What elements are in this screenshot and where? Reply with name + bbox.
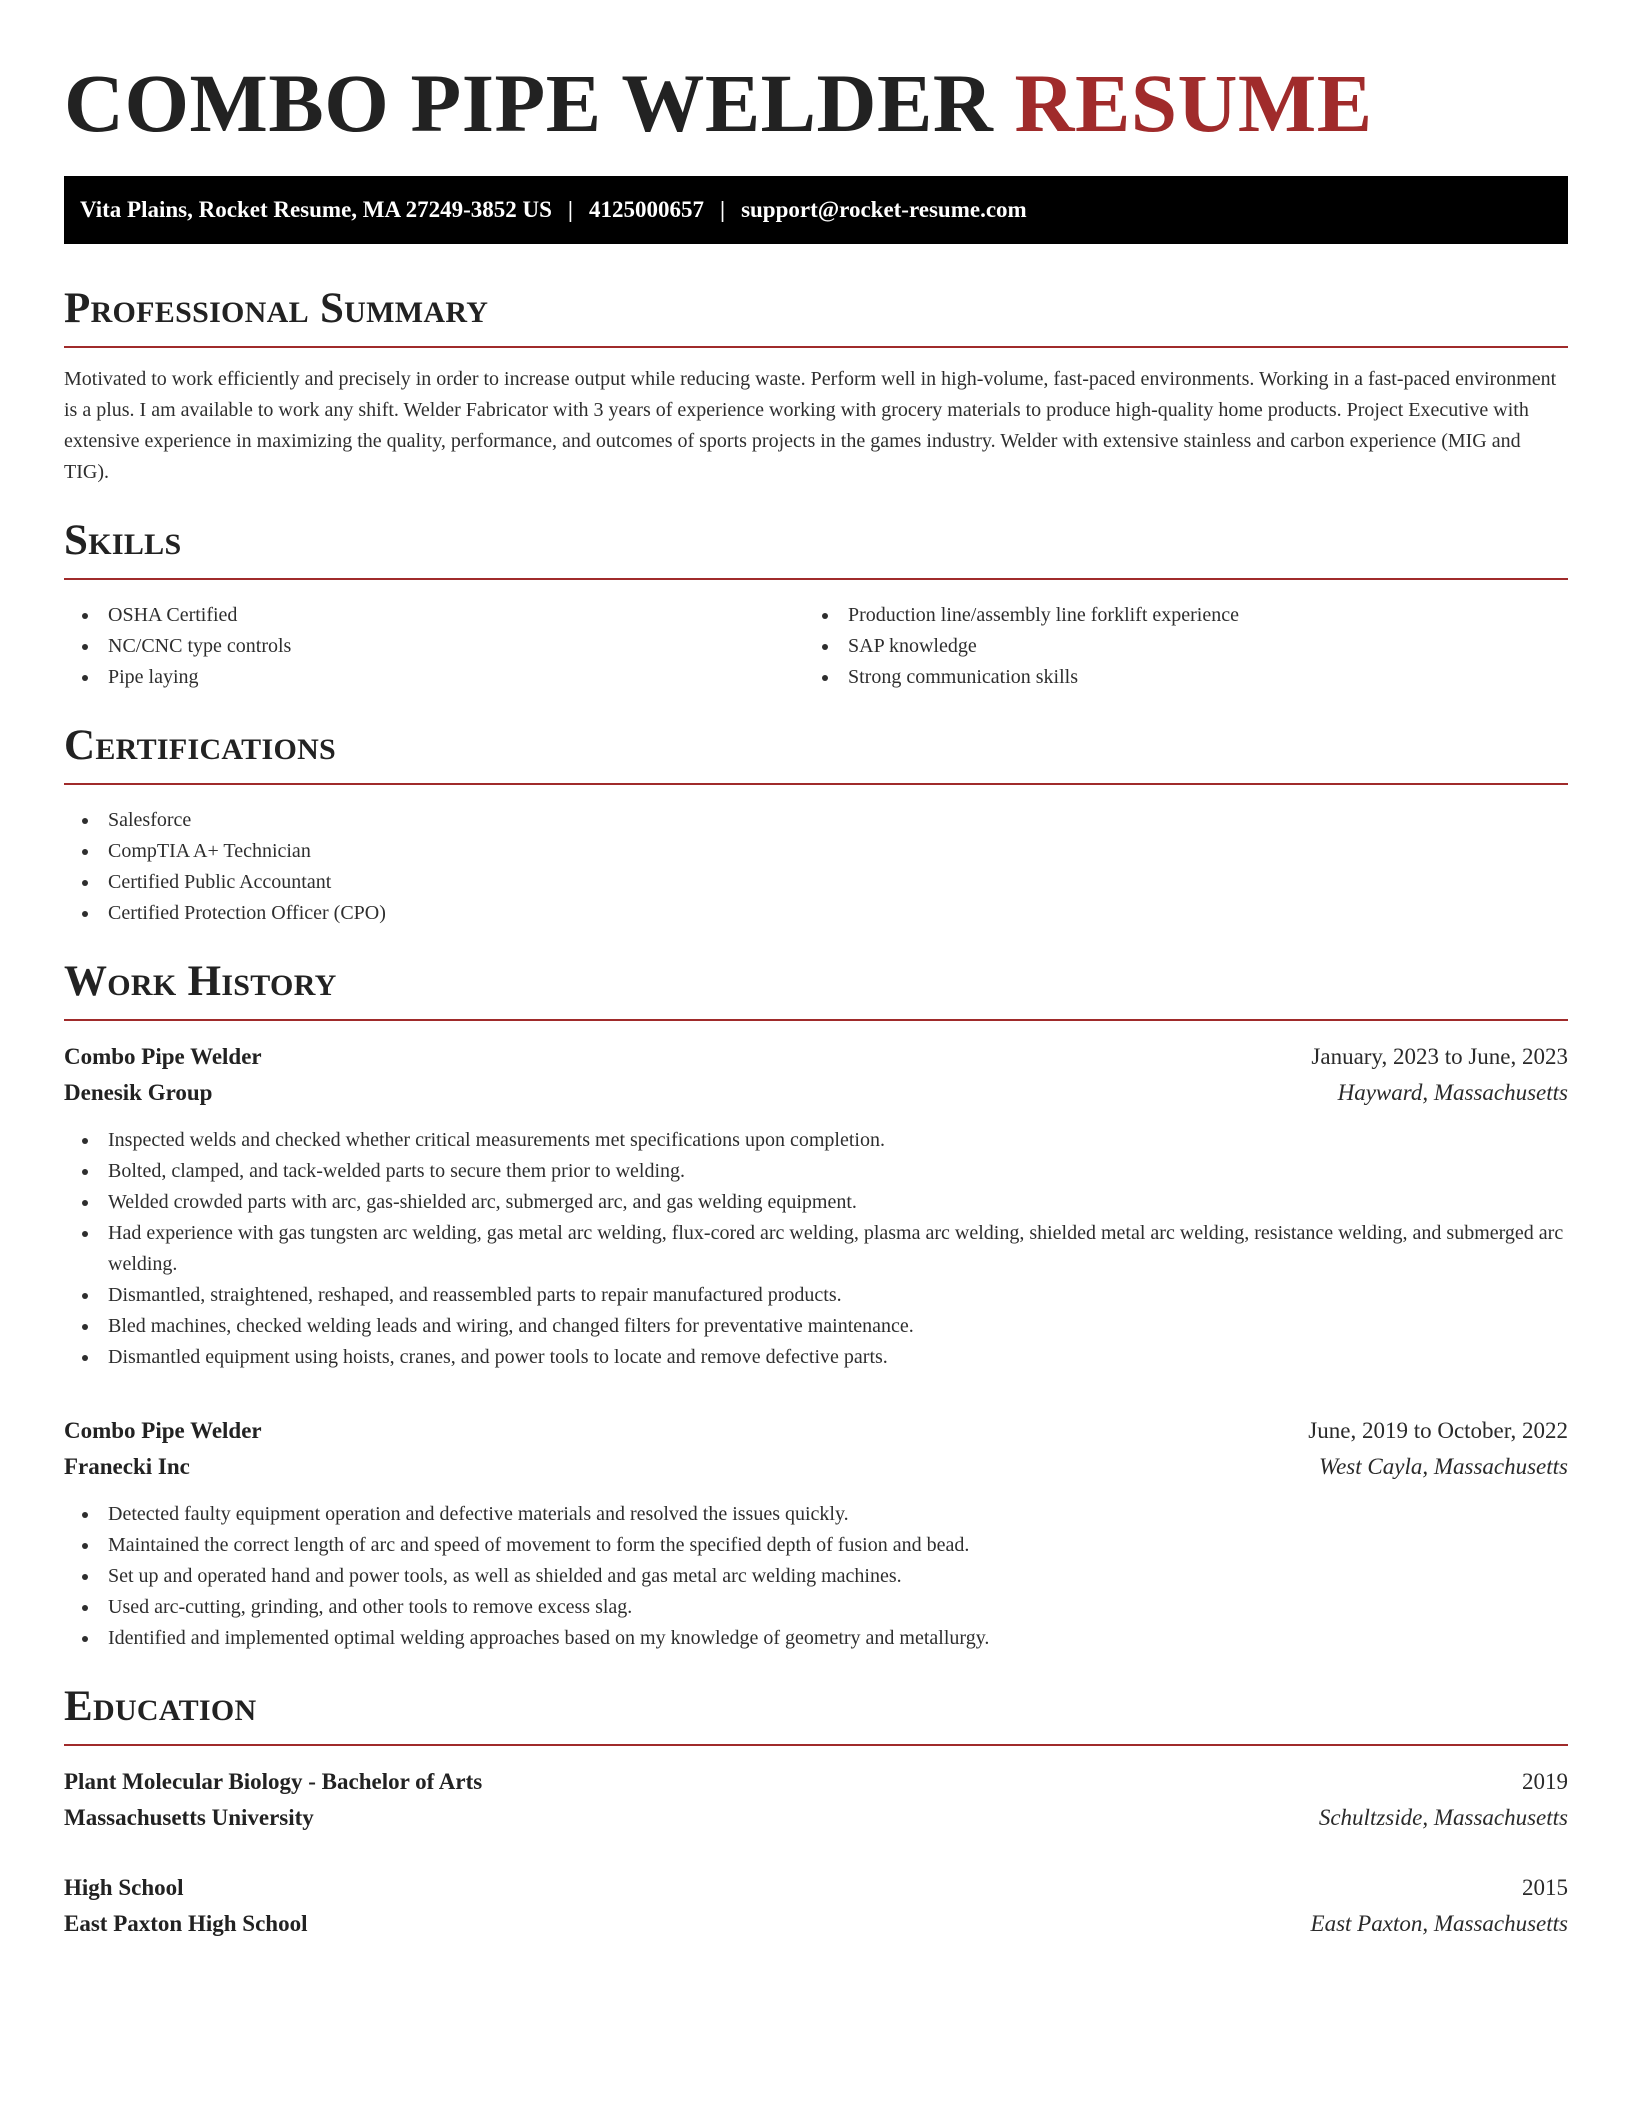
- resume-page: [64, 0, 1568, 1942]
- contact-separator: |: [567, 197, 573, 222]
- job-duty: Inspected welds and checked whether critical measurements met specifications upon completion.: [64, 1125, 1568, 1156]
- certification-item: Certified Public Accountant: [64, 867, 1568, 898]
- skill-item: OSHA Certified: [64, 600, 804, 631]
- section-divider: [64, 1744, 1568, 1746]
- education-section: [64, 1682, 1568, 1942]
- education-location: Schultzside, Massachusetts: [1318, 1805, 1568, 1830]
- section-divider: [64, 1019, 1568, 1021]
- skills-list-left: [64, 600, 804, 693]
- contact-phone: 4125000657: [588, 197, 704, 222]
- skills-section: [64, 516, 1568, 693]
- job-company-row: [64, 1075, 1568, 1111]
- job-duties-list: [64, 1125, 1568, 1373]
- skill-item: Strong communication skills: [804, 662, 1568, 693]
- certifications-list: [64, 805, 1568, 929]
- job-duty: Dismantled, straightened, reshaped, and reassembled parts to repair manufactured products.: [64, 1280, 1568, 1311]
- skills-list-right: [804, 600, 1568, 693]
- job-duty: Had experience with gas tungsten arc welding, gas metal arc welding, flux-cored arc welding, plasma arc welding, shielded metal arc welding, resistance welding, and submerged arc welding.: [64, 1218, 1568, 1280]
- education-header-row: [64, 1764, 1568, 1800]
- resume-title: [64, 58, 1568, 148]
- skill-item: NC/CNC type controls: [64, 631, 804, 662]
- education-header-row: [64, 1870, 1568, 1906]
- job-company-row: [64, 1449, 1568, 1485]
- job-duty: Bled machines, checked welding leads and wiring, and changed filters for preventative maintenance.: [64, 1311, 1568, 1342]
- work-history-section: [64, 957, 1568, 1654]
- education-school-row: [64, 1800, 1568, 1836]
- job-duty: Detected faulty equipment operation and defective materials and resolved the issues quickly.: [64, 1499, 1568, 1530]
- job-duty: Dismantled equipment using hoists, cranes, and power tools to locate and remove defective parts.: [64, 1342, 1568, 1373]
- title-main: COMBO PIPE WELDER: [64, 57, 994, 149]
- skill-item: Pipe laying: [64, 662, 804, 693]
- contact-bar: [64, 176, 1568, 244]
- job-header-row: [64, 1039, 1568, 1075]
- education-year: 2019: [1522, 1769, 1568, 1794]
- job-entry: [64, 1039, 1568, 1373]
- job-duty: Used arc-cutting, grinding, and other tools to remove excess slag.: [64, 1592, 1568, 1623]
- job-duty: Set up and operated hand and power tools, as well as shielded and gas metal arc welding machines.: [64, 1561, 1568, 1592]
- education-degree: Plant Molecular Biology - Bachelor of Arts: [64, 1769, 483, 1794]
- certifications-section: [64, 721, 1568, 929]
- skills-columns: [64, 580, 1568, 693]
- job-dates: June, 2019 to October, 2022: [1308, 1418, 1568, 1443]
- section-divider: [64, 783, 1568, 785]
- education-entry: [64, 1870, 1568, 1942]
- job-location: West Cayla, Massachusetts: [1319, 1454, 1568, 1479]
- job-duties-list: [64, 1499, 1568, 1654]
- job-company: Franecki Inc: [64, 1454, 190, 1479]
- job-duty: Bolted, clamped, and tack-welded parts to secure them prior to welding.: [64, 1156, 1568, 1187]
- education-location: East Paxton, Massachusetts: [1310, 1911, 1568, 1936]
- job-entry: [64, 1413, 1568, 1654]
- job-header-row: [64, 1413, 1568, 1449]
- job-duty: Identified and implemented optimal welding approaches based on my knowledge of geometry and metallurgy.: [64, 1623, 1568, 1654]
- section-divider: [64, 346, 1568, 348]
- summary-section: [64, 284, 1568, 488]
- summary-text: Motivated to work efficiently and precisely in order to increase output while reducing waste. Perform well in high-volume, fast-paced environments. Working in a fast-paced environment is a plus. I am available to work any shift. Welder Fabricator with 3 years of experience working with grocery materials to produce high-quality home products. Project Executive with extensive experience in maximizing the quality, performance, and outcomes of sports projects in the games industry. Welder with extensive stainless and carbon experience (MIG and TIG).: [64, 368, 1557, 483]
- certification-item: Certified Protection Officer (CPO): [64, 898, 1568, 929]
- work-history-heading: Work History: [64, 958, 337, 1005]
- skills-heading: Skills: [64, 517, 182, 564]
- job-title: Combo Pipe Welder: [64, 1418, 262, 1443]
- certification-item: Salesforce: [64, 805, 1568, 836]
- title-accent: RESUME: [1014, 57, 1373, 149]
- education-school: Massachusetts University: [64, 1805, 314, 1830]
- job-company: Denesik Group: [64, 1080, 213, 1105]
- education-school-row: [64, 1906, 1568, 1942]
- contact-separator: |: [719, 197, 726, 222]
- job-duty: Maintained the correct length of arc and speed of movement to form the specified depth of fusion and bead.: [64, 1530, 1568, 1561]
- job-dates: January, 2023 to June, 2023: [1311, 1044, 1568, 1069]
- certification-item: CompTIA A+ Technician: [64, 836, 1568, 867]
- education-entry: [64, 1764, 1568, 1836]
- summary-heading: Professional Summary: [64, 285, 489, 332]
- certifications-heading: Certifications: [64, 722, 337, 769]
- education-degree: High School: [64, 1875, 184, 1900]
- skill-item: SAP knowledge: [804, 631, 1568, 662]
- contact-address: Vita Plains, Rocket Resume, MA 27249-3852 US: [80, 197, 552, 222]
- education-year: 2015: [1522, 1875, 1568, 1900]
- contact-email: support@rocket-resume.com: [741, 197, 1027, 222]
- job-title: Combo Pipe Welder: [64, 1044, 262, 1069]
- job-duty: Welded crowded parts with arc, gas-shielded arc, submerged arc, and gas welding equipment.: [64, 1187, 1568, 1218]
- education-heading: Education: [64, 1683, 257, 1730]
- skill-item: Production line/assembly line forklift experience: [804, 600, 1568, 631]
- job-location: Hayward, Massachusetts: [1337, 1080, 1568, 1105]
- education-school: East Paxton High School: [64, 1911, 308, 1936]
